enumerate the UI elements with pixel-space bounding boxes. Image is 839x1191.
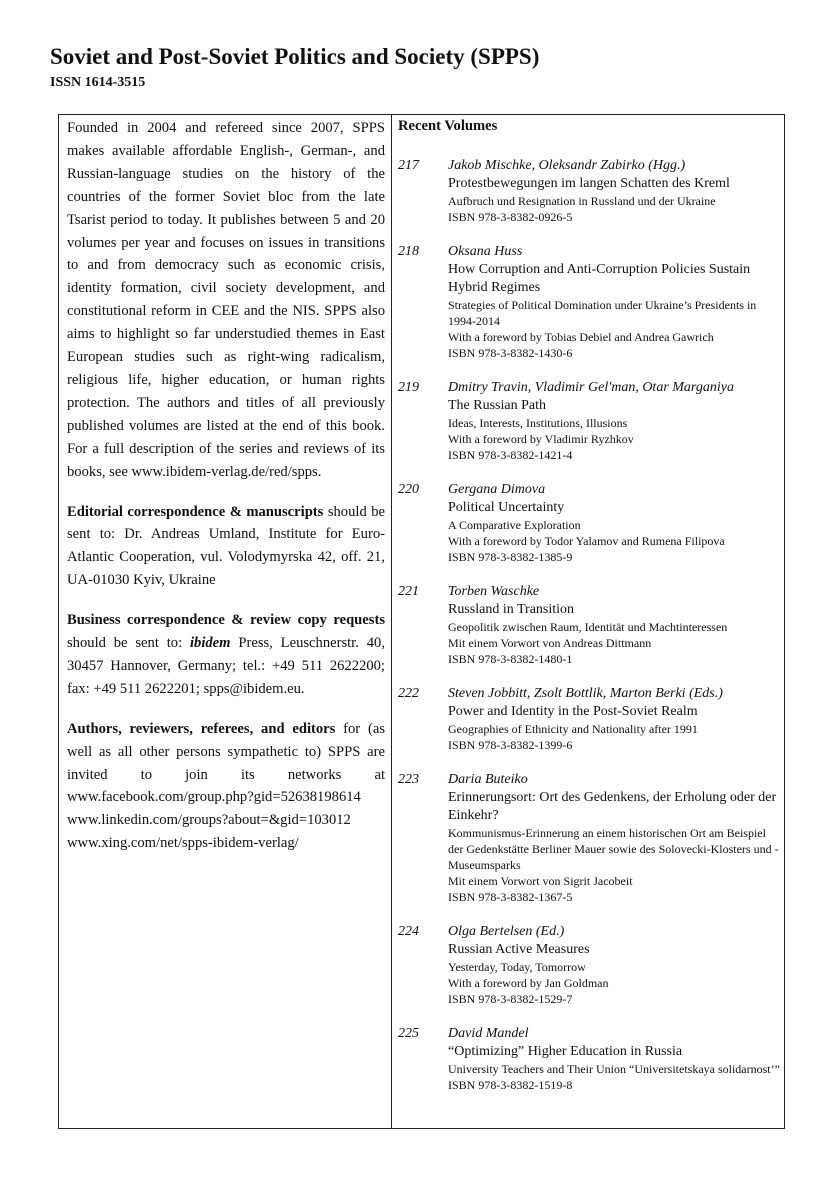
volume-title: The Russian Path bbox=[448, 398, 546, 413]
volume-isbn: ISBN 978-3-8382-1519-8 bbox=[448, 1078, 573, 1092]
editorial-label: Editorial correspondence & manuscripts bbox=[67, 503, 324, 520]
volume-subtitle: Yesterday, Today, Tomorrow bbox=[448, 960, 586, 974]
volume-subtitle: Ideas, Interests, Institutions, Illusions bbox=[448, 416, 628, 430]
volume-entry bbox=[398, 771, 783, 905]
publisher-name: ibidem bbox=[189, 635, 231, 652]
volume-title: Erinnerungsort: Ort des Gedenkens, der Erholung oder der Einkehr? bbox=[448, 790, 777, 823]
volume-subtitle: Strategies of Political Domination under Ukraine’s Presidents in 1994-2014 bbox=[448, 298, 757, 328]
volume-number: 219 bbox=[398, 380, 419, 395]
volume-authors: Jakob Mischke, Oleksandr Zabirko (Hgg.) bbox=[448, 158, 686, 173]
business-label: Business correspondence & review copy requests bbox=[67, 612, 385, 629]
volume-number: 223 bbox=[398, 772, 419, 787]
volume-authors: Olga Bertelsen (Ed.) bbox=[448, 924, 565, 939]
volume-entry bbox=[398, 923, 783, 1007]
volume-title: Russland in Transition bbox=[448, 602, 575, 617]
editorial-paragraph bbox=[67, 501, 385, 593]
volume-entry bbox=[398, 243, 783, 361]
authors-paragraph bbox=[67, 718, 385, 855]
volume-title: Protestbewegungen im langen Schatten des Kreml bbox=[448, 176, 730, 191]
volume-subtitle: Geographies of Ethnicity and Nationality after 1991 bbox=[448, 722, 698, 736]
volume-subtitle: Aufbruch und Resignation in Russland und der Ukraine bbox=[448, 194, 716, 208]
volume-isbn: ISBN 978-3-8382-1385-9 bbox=[448, 550, 573, 564]
volume-title: Russian Active Measures bbox=[448, 942, 590, 957]
volume-entry bbox=[398, 1025, 783, 1093]
volume-number: 220 bbox=[398, 482, 419, 497]
volume-authors: Daria Buteiko bbox=[448, 772, 528, 787]
recent-volumes-heading: Recent Volumes bbox=[398, 118, 498, 134]
volume-entry bbox=[398, 583, 783, 667]
volume-foreword: With a foreword by Todor Yalamov and Rumena Filipova bbox=[448, 534, 725, 548]
authors-text: for (as well as all other persons sympathetic to) SPPS are invited to join its networks at www.facebook.com/group.php?gid=52638198614 www.linkedin.com/groups?about=&gid=103012 www.xing.com/net/spps-ibidem-verlag/ bbox=[67, 720, 385, 852]
volume-entry bbox=[398, 379, 783, 463]
series-title: Soviet and Post-Soviet Politics and Society (SPPS) bbox=[50, 44, 540, 69]
series-description-column bbox=[67, 117, 385, 872]
volume-foreword: With a foreword by Vladimir Ryzhkov bbox=[448, 432, 634, 446]
volume-authors: Steven Jobbitt, Zsolt Bottlik, Marton Berki (Eds.) bbox=[448, 686, 723, 701]
volume-number: 224 bbox=[398, 924, 419, 939]
volume-authors: Dmitry Travin, Vladimir Gel'man, Otar Marganiya bbox=[448, 380, 734, 395]
volume-isbn: ISBN 978-3-8382-1480-1 bbox=[448, 652, 573, 666]
issn: ISSN 1614-3515 bbox=[50, 75, 146, 90]
volume-subtitle: A Comparative Exploration bbox=[448, 518, 581, 532]
recent-volumes-column bbox=[398, 117, 783, 1111]
volume-title: Political Uncertainty bbox=[448, 500, 565, 515]
volume-isbn: ISBN 978-3-8382-1529-7 bbox=[448, 992, 573, 1006]
volume-isbn: ISBN 978-3-8382-1367-5 bbox=[448, 890, 573, 904]
business-text-1: should be sent to: bbox=[67, 635, 190, 652]
volume-title: Power and Identity in the Post-Soviet Realm bbox=[448, 704, 698, 719]
content-frame bbox=[58, 114, 785, 1129]
volume-foreword: Mit einem Vorwort von Sigrit Jacobeit bbox=[448, 874, 633, 888]
volume-authors: David Mandel bbox=[448, 1026, 529, 1041]
volume-entry bbox=[398, 157, 783, 225]
volume-isbn: ISBN 978-3-8382-0926-5 bbox=[448, 210, 573, 224]
volume-number: 222 bbox=[398, 686, 419, 701]
volume-title: “Optimizing” Higher Education in Russia bbox=[448, 1044, 683, 1059]
volume-authors: Oksana Huss bbox=[448, 244, 523, 259]
volume-authors: Torben Waschke bbox=[448, 584, 540, 599]
volume-foreword: With a foreword by Jan Goldman bbox=[448, 976, 609, 990]
series-intro: Founded in 2004 and refereed since 2007, SPPS makes available affordable English-, German-, and Russian-language studies on the history of the countries of the former Soviet bloc from the late Tsarist period to today. It publishes between 5 and 20 volumes per year and focuses on issues in transitions to and from democracy such as economic crisis, identity formation, civil society development, and constitutional reform in CEE and the NIS. SPPS also aims to highlight so far understudied themes in East European studies such as right-wing radicalism, religious life, higher education, or human rights protection. The authors and titles of all previously published volumes are listed at the end of this book. For a full description of the series and reviews of its books, see www.ibidem-verlag.de/red/spps. bbox=[67, 120, 385, 480]
volume-subtitle: Kommunismus-Erinnerung an einem historischen Ort am Beispiel der Gedenkstätte Berliner Mauer sowie des Solovecki-Klosters und -Museumsparks bbox=[448, 826, 779, 872]
volume-entry bbox=[398, 685, 783, 753]
volume-number: 218 bbox=[398, 244, 419, 259]
volume-isbn: ISBN 978-3-8382-1399-6 bbox=[448, 738, 573, 752]
volume-number: 217 bbox=[398, 158, 419, 173]
authors-label: Authors, reviewers, referees, and editors bbox=[67, 720, 336, 737]
volume-entry bbox=[398, 481, 783, 565]
volume-subtitle: University Teachers and Their Union “Universitetskaya solidarnost’” bbox=[448, 1062, 780, 1076]
volume-authors: Gergana Dimova bbox=[448, 482, 546, 497]
business-paragraph bbox=[67, 609, 385, 701]
volume-isbn: ISBN 978-3-8382-1421-4 bbox=[448, 448, 573, 462]
volume-number: 225 bbox=[398, 1026, 419, 1041]
column-divider bbox=[391, 115, 392, 1128]
volume-isbn: ISBN 978-3-8382-1430-6 bbox=[448, 346, 573, 360]
volume-number: 221 bbox=[398, 584, 419, 599]
volume-foreword: With a foreword by Tobias Debiel and Andrea Gawrich bbox=[448, 330, 714, 344]
volume-subtitle: Geopolitik zwischen Raum, Identität und Machtinteressen bbox=[448, 620, 728, 634]
business-text-2: Press, Leuschnerstr. 40, 30457 Hannover, Germany; tel.: +49 511 2622200; fax: +49 511 2622201; spps@ibidem.eu. bbox=[67, 635, 385, 697]
volume-title: How Corruption and Anti-Corruption Policies Sustain Hybrid Regimes bbox=[448, 262, 751, 295]
volume-foreword: Mit einem Vorwort von Andreas Dittmann bbox=[448, 636, 652, 650]
editorial-text: should be sent to: Dr. Andreas Umland, Institute for Euro-Atlantic Cooperation, vul. Volodymyrska 42, off. 21, UA-01030 Kyiv, Ukraine bbox=[67, 503, 385, 589]
